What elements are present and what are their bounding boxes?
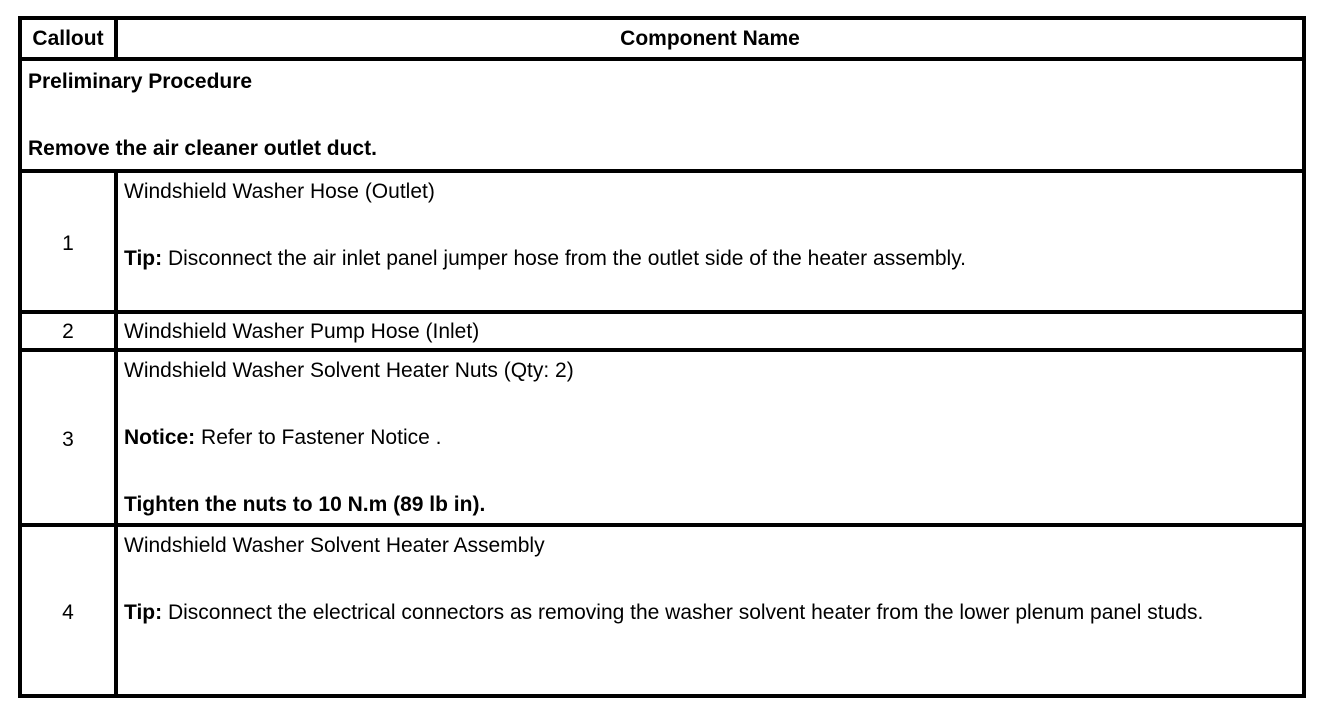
table-row (20, 312, 1304, 350)
note-text: Refer to Fastener Notice . (195, 426, 442, 449)
callout-number: 1 (20, 171, 116, 312)
preliminary-procedure-row (20, 59, 1304, 171)
table-row (20, 171, 1304, 312)
component-name: Windshield Washer Solvent Heater Nuts (Qty: 2) (124, 359, 574, 382)
component-name: Windshield Washer Solvent Heater Assembly (124, 534, 545, 557)
note-label: Notice: (124, 426, 196, 449)
component-note (124, 423, 1296, 452)
callout-number: 2 (20, 312, 116, 350)
torque-spec: Tighten the nuts to 10 N.m (89 lb in). (124, 493, 486, 516)
note-label: Tip: (124, 247, 163, 270)
note-text: Disconnect the air inlet panel jumper hose from the outlet side of the heater assembly. (162, 247, 966, 270)
table-row (20, 525, 1304, 696)
component-table (18, 16, 1306, 698)
note-label: Tip: (124, 601, 163, 624)
component-cell (116, 350, 1304, 525)
table-header-row (20, 18, 1304, 59)
component-cell (116, 312, 1304, 350)
table-row (20, 350, 1304, 525)
preliminary-procedure-cell (20, 59, 1304, 171)
note-text: Disconnect the electrical connectors as removing the washer solvent heater from the lower plenum panel studs. (162, 601, 1204, 624)
component-name: Windshield Washer Hose (Outlet) (124, 180, 435, 203)
preliminary-procedure-title: Preliminary Procedure (28, 70, 253, 93)
component-name-column-header: Component Name (116, 18, 1304, 59)
callout-column-header: Callout (20, 18, 116, 59)
callout-number: 3 (20, 350, 116, 525)
preliminary-procedure-step: Remove the air cleaner outlet duct. (28, 137, 377, 160)
component-note (124, 244, 1296, 273)
component-name: Windshield Washer Pump Hose (Inlet) (124, 319, 480, 343)
component-cell (116, 525, 1304, 696)
component-note (124, 598, 1296, 627)
component-cell (116, 171, 1304, 312)
callout-number: 4 (20, 525, 116, 696)
